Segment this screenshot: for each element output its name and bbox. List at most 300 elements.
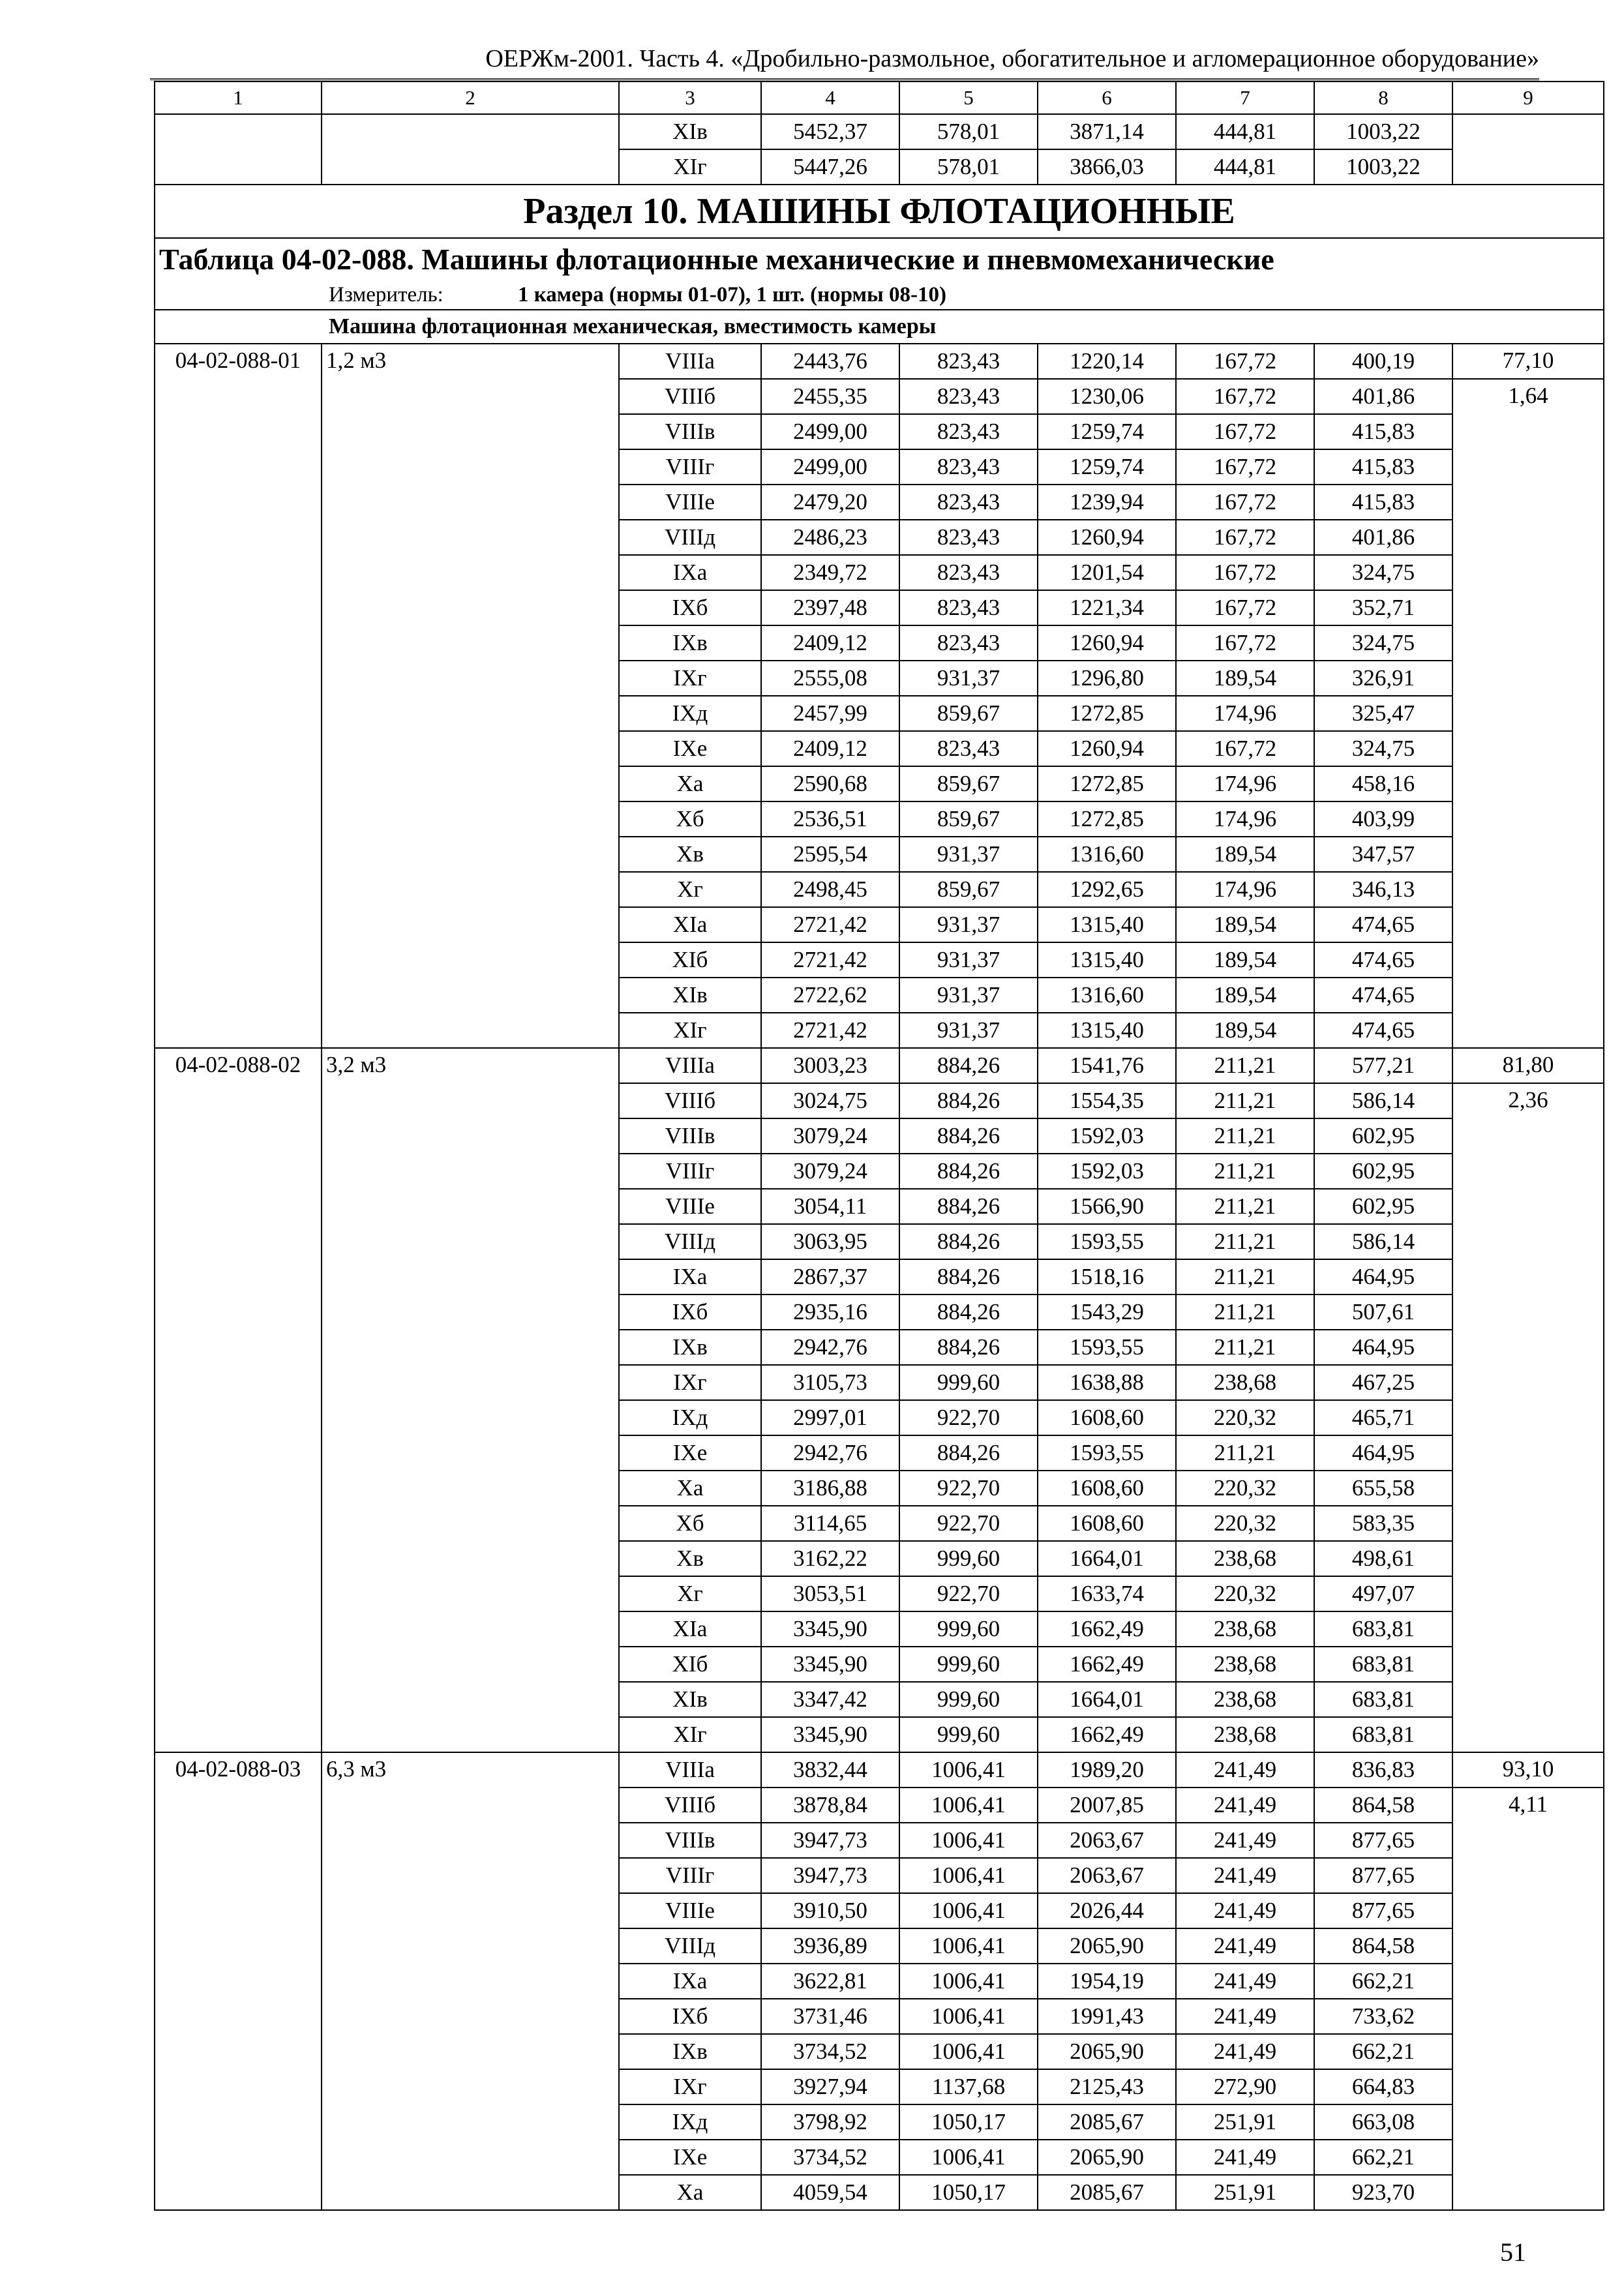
value-cell: 2349,72	[761, 555, 899, 590]
value-cell: 241,49	[1176, 2034, 1314, 2069]
value-cell: 1315,40	[1038, 907, 1176, 942]
value-cell: 220,32	[1176, 1471, 1314, 1506]
value-cell: 864,58	[1314, 1788, 1452, 1823]
value-cell: 999,60	[899, 1717, 1038, 1752]
zone-cell: Хг	[619, 872, 761, 907]
value-cell: 241,49	[1176, 1858, 1314, 1893]
value-cell: 3798,92	[761, 2104, 899, 2140]
value-cell: 662,21	[1314, 2034, 1452, 2069]
value-cell: 683,81	[1314, 1611, 1452, 1647]
column-number: 6	[1038, 82, 1176, 114]
value-cell: 458,16	[1314, 766, 1452, 801]
value-cell: 211,21	[1176, 1048, 1314, 1083]
code-cell	[155, 114, 322, 185]
zone-cell: Ха	[619, 1471, 761, 1506]
value-cell: 325,47	[1314, 696, 1452, 731]
value-cell: 1259,74	[1038, 449, 1176, 485]
value-cell: 2457,99	[761, 696, 899, 731]
zone-cell: ХIг	[619, 1013, 761, 1048]
value-cell: 3186,88	[761, 1471, 899, 1506]
section-title-row	[155, 185, 1604, 238]
zone-cell: ХIа	[619, 907, 761, 942]
value-cell: 167,72	[1176, 344, 1314, 379]
value-cell: 241,49	[1176, 2140, 1314, 2175]
value-cell: 2085,67	[1038, 2175, 1176, 2210]
value-cell: 2942,76	[761, 1330, 899, 1365]
value-cell: 5447,26	[761, 149, 899, 185]
value-cell: 3734,52	[761, 2034, 899, 2069]
column-number-row	[155, 82, 1604, 114]
value-cell: 3622,81	[761, 1964, 899, 1999]
value-cell: 662,21	[1314, 2140, 1452, 2175]
value-cell: 931,37	[899, 837, 1038, 872]
zone-cell: IХа	[619, 555, 761, 590]
zone-cell: IХа	[619, 1964, 761, 1999]
zone-cell: ХIг	[619, 1717, 761, 1752]
value-cell: 2942,76	[761, 1435, 899, 1471]
continuation-row	[155, 114, 1604, 149]
value-cell: ХIг	[619, 149, 761, 185]
value-cell: 211,21	[1176, 1224, 1314, 1259]
col9-value: 1,64	[1452, 379, 1604, 1048]
zone-cell: Ха	[619, 2175, 761, 2210]
value-cell: 464,95	[1314, 1330, 1452, 1365]
value-cell: 211,21	[1176, 1083, 1314, 1118]
value-cell: 251,91	[1176, 2175, 1314, 2210]
column-number: 3	[619, 82, 761, 114]
norm-row	[155, 1752, 1604, 1788]
value-cell: 1220,14	[1038, 344, 1176, 379]
measure-cell	[155, 280, 1604, 310]
value-cell: 211,21	[1176, 1154, 1314, 1189]
value-cell: 238,68	[1176, 1717, 1314, 1752]
value-cell: 1006,41	[899, 2034, 1038, 2069]
zone-cell: VIIIб	[619, 379, 761, 414]
zone-cell: ХIв	[619, 978, 761, 1013]
value-cell: 1006,41	[899, 1858, 1038, 1893]
col9-value: 81,80	[1452, 1048, 1604, 1083]
value-cell: 238,68	[1176, 1611, 1314, 1647]
value-cell: 1662,49	[1038, 1717, 1176, 1752]
value-cell: 1592,03	[1038, 1154, 1176, 1189]
value-cell: 220,32	[1176, 1400, 1314, 1435]
value-cell: 823,43	[899, 731, 1038, 766]
value-cell: 2409,12	[761, 625, 899, 661]
value-cell: 1518,16	[1038, 1259, 1176, 1294]
value-cell: 272,90	[1176, 2069, 1314, 2104]
value-cell: 1006,41	[899, 1788, 1038, 1823]
value-cell: 174,96	[1176, 801, 1314, 837]
zone-cell: IХв	[619, 2034, 761, 2069]
value-cell: 3345,90	[761, 1647, 899, 1682]
value-cell: 2721,42	[761, 907, 899, 942]
value-cell: 1554,35	[1038, 1083, 1176, 1118]
value-cell: 1316,60	[1038, 837, 1176, 872]
value-cell: 1260,94	[1038, 731, 1176, 766]
norm-code: 04-02-088-03	[155, 1752, 322, 2210]
value-cell: 2085,67	[1038, 2104, 1176, 2140]
value-cell: 2443,76	[761, 344, 899, 379]
value-cell: 241,49	[1176, 1999, 1314, 2034]
value-cell: 2595,54	[761, 837, 899, 872]
value-cell: 1003,22	[1314, 149, 1452, 185]
norm-code: 04-02-088-02	[155, 1048, 322, 1752]
value-cell: 1292,65	[1038, 872, 1176, 907]
running-header: ОЕРЖм-2001. Часть 4. «Дробильно-размольное, обогатительное и агломерационное оборудование»	[150, 40, 1539, 80]
table-body	[155, 82, 1604, 2210]
value-cell: 415,83	[1314, 485, 1452, 520]
value-cell: 324,75	[1314, 555, 1452, 590]
norm-code: 04-02-088-01	[155, 344, 322, 1048]
value-cell: 189,54	[1176, 907, 1314, 942]
value-cell: 602,95	[1314, 1189, 1452, 1224]
value-cell: 884,26	[899, 1154, 1038, 1189]
zone-cell: IХе	[619, 731, 761, 766]
value-cell: 3003,23	[761, 1048, 899, 1083]
value-cell: 3063,95	[761, 1224, 899, 1259]
value-cell: 167,72	[1176, 590, 1314, 625]
value-cell: 211,21	[1176, 1330, 1314, 1365]
zone-cell: IХв	[619, 1330, 761, 1365]
value-cell: 922,70	[899, 1471, 1038, 1506]
value-cell: 1541,76	[1038, 1048, 1176, 1083]
value-cell: 1316,60	[1038, 978, 1176, 1013]
value-cell: 877,65	[1314, 1823, 1452, 1858]
value-cell: 664,83	[1314, 2069, 1452, 2104]
value-cell: 401,86	[1314, 520, 1452, 555]
value-cell: 1201,54	[1038, 555, 1176, 590]
zone-cell: VIIIб	[619, 1788, 761, 1823]
value-cell: 2486,23	[761, 520, 899, 555]
value-cell: 2455,35	[761, 379, 899, 414]
value-cell: 655,58	[1314, 1471, 1452, 1506]
value-cell: 931,37	[899, 1013, 1038, 1048]
measure-value: 1 камера (нормы 01-07), 1 шт. (нормы 08-10)	[518, 283, 946, 307]
norm-row	[155, 1048, 1604, 1083]
value-cell: 220,32	[1176, 1506, 1314, 1541]
value-cell: 1593,55	[1038, 1435, 1176, 1471]
value-cell: 507,61	[1314, 1294, 1452, 1330]
value-cell: 1608,60	[1038, 1506, 1176, 1541]
value-cell: 999,60	[899, 1682, 1038, 1717]
value-cell: 884,26	[899, 1294, 1038, 1330]
value-cell: 167,72	[1176, 520, 1314, 555]
value-cell: 444,81	[1176, 114, 1314, 149]
value-cell: 999,60	[899, 1365, 1038, 1400]
value-cell: 2026,44	[1038, 1893, 1176, 1928]
value-cell: 1593,55	[1038, 1330, 1176, 1365]
value-cell: 2063,67	[1038, 1858, 1176, 1893]
value-cell: 1272,85	[1038, 801, 1176, 837]
value-cell: 1633,74	[1038, 1576, 1176, 1611]
col9-cell	[1452, 114, 1604, 185]
value-cell: 823,43	[899, 379, 1038, 414]
value-cell: 823,43	[899, 344, 1038, 379]
value-cell: 2499,00	[761, 449, 899, 485]
value-cell: 1608,60	[1038, 1471, 1176, 1506]
value-cell: 578,01	[899, 114, 1038, 149]
zone-cell: VIIIе	[619, 1189, 761, 1224]
value-cell: 189,54	[1176, 661, 1314, 696]
value-cell: 401,86	[1314, 379, 1452, 414]
value-cell: 464,95	[1314, 1259, 1452, 1294]
value-cell: 465,71	[1314, 1400, 1452, 1435]
value-cell: 3054,11	[761, 1189, 899, 1224]
value-cell: 3053,51	[761, 1576, 899, 1611]
value-cell: 2125,43	[1038, 2069, 1176, 2104]
value-cell: 884,26	[899, 1189, 1038, 1224]
zone-cell: IХа	[619, 1259, 761, 1294]
value-cell: 3105,73	[761, 1365, 899, 1400]
zone-cell: Хб	[619, 1506, 761, 1541]
value-cell: 1006,41	[899, 2140, 1038, 2175]
value-cell: 733,62	[1314, 1999, 1452, 2034]
column-number: 1	[155, 82, 322, 114]
value-cell: 1608,60	[1038, 1400, 1176, 1435]
value-cell: 1989,20	[1038, 1752, 1176, 1788]
value-cell: 577,21	[1314, 1048, 1452, 1083]
value-cell: 444,81	[1176, 149, 1314, 185]
zone-cell: Хв	[619, 1541, 761, 1576]
column-number: 7	[1176, 82, 1314, 114]
norm-name: 3,2 м3	[322, 1048, 619, 1752]
value-cell: 211,21	[1176, 1259, 1314, 1294]
value-cell: 1664,01	[1038, 1682, 1176, 1717]
zone-cell: VIIIв	[619, 1823, 761, 1858]
value-cell: 1664,01	[1038, 1541, 1176, 1576]
value-cell: 238,68	[1176, 1682, 1314, 1717]
zone-cell: VIIIа	[619, 1752, 761, 1788]
table-title: Таблица 04-02-088. Машины флотационные механические и пневмомеханические	[155, 238, 1604, 280]
value-cell: 2867,37	[761, 1259, 899, 1294]
zone-cell: VIIIв	[619, 1118, 761, 1154]
value-cell: 1272,85	[1038, 696, 1176, 731]
value-cell: 1315,40	[1038, 1013, 1176, 1048]
value-cell: 602,95	[1314, 1154, 1452, 1189]
value-cell: 5452,37	[761, 114, 899, 149]
value-cell: 174,96	[1176, 766, 1314, 801]
zone-cell: ХIа	[619, 1611, 761, 1647]
value-cell: 251,91	[1176, 2104, 1314, 2140]
value-cell: 931,37	[899, 942, 1038, 978]
value-cell: 1638,88	[1038, 1365, 1176, 1400]
measure-label: Измеритель:	[329, 283, 444, 307]
value-cell: 3947,73	[761, 1823, 899, 1858]
value-cell: 823,43	[899, 449, 1038, 485]
value-cell: 1593,55	[1038, 1224, 1176, 1259]
value-cell: 189,54	[1176, 837, 1314, 872]
value-cell: 3871,14	[1038, 114, 1176, 149]
value-cell: 586,14	[1314, 1224, 1452, 1259]
value-cell: 1592,03	[1038, 1118, 1176, 1154]
value-cell: 474,65	[1314, 907, 1452, 942]
value-cell: 241,49	[1176, 1788, 1314, 1823]
value-cell: 238,68	[1176, 1541, 1314, 1576]
value-cell: 2397,48	[761, 590, 899, 625]
value-cell: 403,99	[1314, 801, 1452, 837]
value-cell: 211,21	[1176, 1118, 1314, 1154]
value-cell: 859,67	[899, 801, 1038, 837]
zone-cell: VIIIв	[619, 414, 761, 449]
zone-cell: VIIIд	[619, 1928, 761, 1964]
zone-cell: IХе	[619, 2140, 761, 2175]
section-title: Раздел 10. МАШИНЫ ФЛОТАЦИОННЫЕ	[155, 185, 1604, 238]
zone-cell: IХб	[619, 1294, 761, 1330]
value-cell: 923,70	[1314, 2175, 1452, 2210]
value-cell: 823,43	[899, 625, 1038, 661]
norm-name: 6,3 м3	[322, 1752, 619, 2210]
value-cell: 241,49	[1176, 1893, 1314, 1928]
value-cell: 1259,74	[1038, 414, 1176, 449]
value-cell: 1006,41	[899, 1964, 1038, 1999]
value-cell: 922,70	[899, 1576, 1038, 1611]
value-cell: 174,96	[1176, 872, 1314, 907]
value-cell: 324,75	[1314, 625, 1452, 661]
value-cell: 2409,12	[761, 731, 899, 766]
value-cell: 931,37	[899, 978, 1038, 1013]
zone-cell: VIIIб	[619, 1083, 761, 1118]
value-cell: 3345,90	[761, 1717, 899, 1752]
value-cell: 347,57	[1314, 837, 1452, 872]
value-cell: 324,75	[1314, 731, 1452, 766]
value-cell: 663,08	[1314, 2104, 1452, 2140]
value-cell: 836,83	[1314, 1752, 1452, 1788]
value-cell: 877,65	[1314, 1893, 1452, 1928]
value-cell: 823,43	[899, 555, 1038, 590]
zone-cell: Хб	[619, 801, 761, 837]
value-cell: 2935,16	[761, 1294, 899, 1330]
subtitle-row	[155, 310, 1604, 344]
zone-cell: VIIIг	[619, 449, 761, 485]
value-cell: 1006,41	[899, 1752, 1038, 1788]
zone-cell: IХд	[619, 696, 761, 731]
value-cell: 1050,17	[899, 2175, 1038, 2210]
column-number: 8	[1314, 82, 1452, 114]
value-cell: 1272,85	[1038, 766, 1176, 801]
norms-table	[154, 81, 1604, 2211]
zone-cell: IХг	[619, 2069, 761, 2104]
value-cell: 683,81	[1314, 1647, 1452, 1682]
value-cell: 241,49	[1176, 1823, 1314, 1858]
value-cell: 586,14	[1314, 1083, 1452, 1118]
value-cell: 2498,45	[761, 872, 899, 907]
value-cell: 415,83	[1314, 414, 1452, 449]
value-cell: 474,65	[1314, 942, 1452, 978]
value-cell: 662,21	[1314, 1964, 1452, 1999]
zone-cell: IХд	[619, 1400, 761, 1435]
value-cell: 1260,94	[1038, 625, 1176, 661]
value-cell: 474,65	[1314, 978, 1452, 1013]
value-cell: 1003,22	[1314, 114, 1452, 149]
value-cell: 864,58	[1314, 1928, 1452, 1964]
zone-cell: IХг	[619, 1365, 761, 1400]
zone-cell: IХг	[619, 661, 761, 696]
value-cell: 3024,75	[761, 1083, 899, 1118]
name-cell	[322, 114, 619, 185]
value-cell: 884,26	[899, 1259, 1038, 1294]
zone-cell: Хв	[619, 837, 761, 872]
value-cell: 167,72	[1176, 625, 1314, 661]
value-cell: 683,81	[1314, 1717, 1452, 1752]
value-cell: 1006,41	[899, 1893, 1038, 1928]
value-cell: 2721,42	[761, 942, 899, 978]
value-cell: 2065,90	[1038, 2140, 1176, 2175]
measure-row	[155, 280, 1604, 310]
value-cell: 474,65	[1314, 1013, 1452, 1048]
value-cell: 3345,90	[761, 1611, 899, 1647]
value-cell: 498,61	[1314, 1541, 1452, 1576]
column-number: 4	[761, 82, 899, 114]
value-cell: 464,95	[1314, 1435, 1452, 1471]
value-cell: 2065,90	[1038, 1928, 1176, 1964]
zone-cell: IХб	[619, 1999, 761, 2034]
value-cell: 922,70	[899, 1400, 1038, 1435]
value-cell: 167,72	[1176, 449, 1314, 485]
value-cell: 1239,94	[1038, 485, 1176, 520]
value-cell: 241,49	[1176, 1752, 1314, 1788]
value-cell: 1954,19	[1038, 1964, 1176, 1999]
value-cell: 859,67	[899, 766, 1038, 801]
value-cell: 1296,80	[1038, 661, 1176, 696]
value-cell: 3079,24	[761, 1154, 899, 1189]
value-cell: 3162,22	[761, 1541, 899, 1576]
value-cell: 884,26	[899, 1224, 1038, 1259]
zone-cell: VIIIд	[619, 1224, 761, 1259]
value-cell: 3947,73	[761, 1858, 899, 1893]
value-cell: 3832,44	[761, 1752, 899, 1788]
value-cell: 877,65	[1314, 1858, 1452, 1893]
value-cell: ХIв	[619, 114, 761, 149]
value-cell: 2721,42	[761, 1013, 899, 1048]
value-cell: 1221,34	[1038, 590, 1176, 625]
value-cell: 3114,65	[761, 1506, 899, 1541]
value-cell: 1260,94	[1038, 520, 1176, 555]
value-cell: 400,19	[1314, 344, 1452, 379]
page-number: 51	[1500, 2237, 1526, 2267]
zone-cell: IХе	[619, 1435, 761, 1471]
value-cell: 3731,46	[761, 1999, 899, 2034]
zone-cell: IХб	[619, 590, 761, 625]
value-cell: 241,49	[1176, 1928, 1314, 1964]
value-cell: 2479,20	[761, 485, 899, 520]
col9-value: 2,36	[1452, 1083, 1604, 1752]
value-cell: 189,54	[1176, 978, 1314, 1013]
value-cell: 1006,41	[899, 1823, 1038, 1858]
value-cell: 3734,52	[761, 2140, 899, 2175]
value-cell: 884,26	[899, 1330, 1038, 1365]
value-cell: 999,60	[899, 1647, 1038, 1682]
value-cell: 999,60	[899, 1541, 1038, 1576]
value-cell: 1991,43	[1038, 1999, 1176, 2034]
value-cell: 2007,85	[1038, 1788, 1176, 1823]
subtitle: Машина флотационная механическая, вместимость камеры	[155, 310, 1604, 344]
zone-cell: ХIб	[619, 1647, 761, 1682]
norm-row	[155, 344, 1604, 379]
value-cell: 167,72	[1176, 414, 1314, 449]
value-cell: 241,49	[1176, 1964, 1314, 1999]
column-number: 9	[1452, 82, 1604, 114]
zone-cell: VIIIд	[619, 520, 761, 555]
zone-cell: IХв	[619, 625, 761, 661]
value-cell: 823,43	[899, 520, 1038, 555]
value-cell: 884,26	[899, 1083, 1038, 1118]
col9-value: 4,11	[1452, 1788, 1604, 2210]
zone-cell: ХIб	[619, 942, 761, 978]
value-cell: 2065,90	[1038, 2034, 1176, 2069]
zone-cell: VIIIг	[619, 1154, 761, 1189]
value-cell: 174,96	[1176, 696, 1314, 731]
value-cell: 1566,90	[1038, 1189, 1176, 1224]
